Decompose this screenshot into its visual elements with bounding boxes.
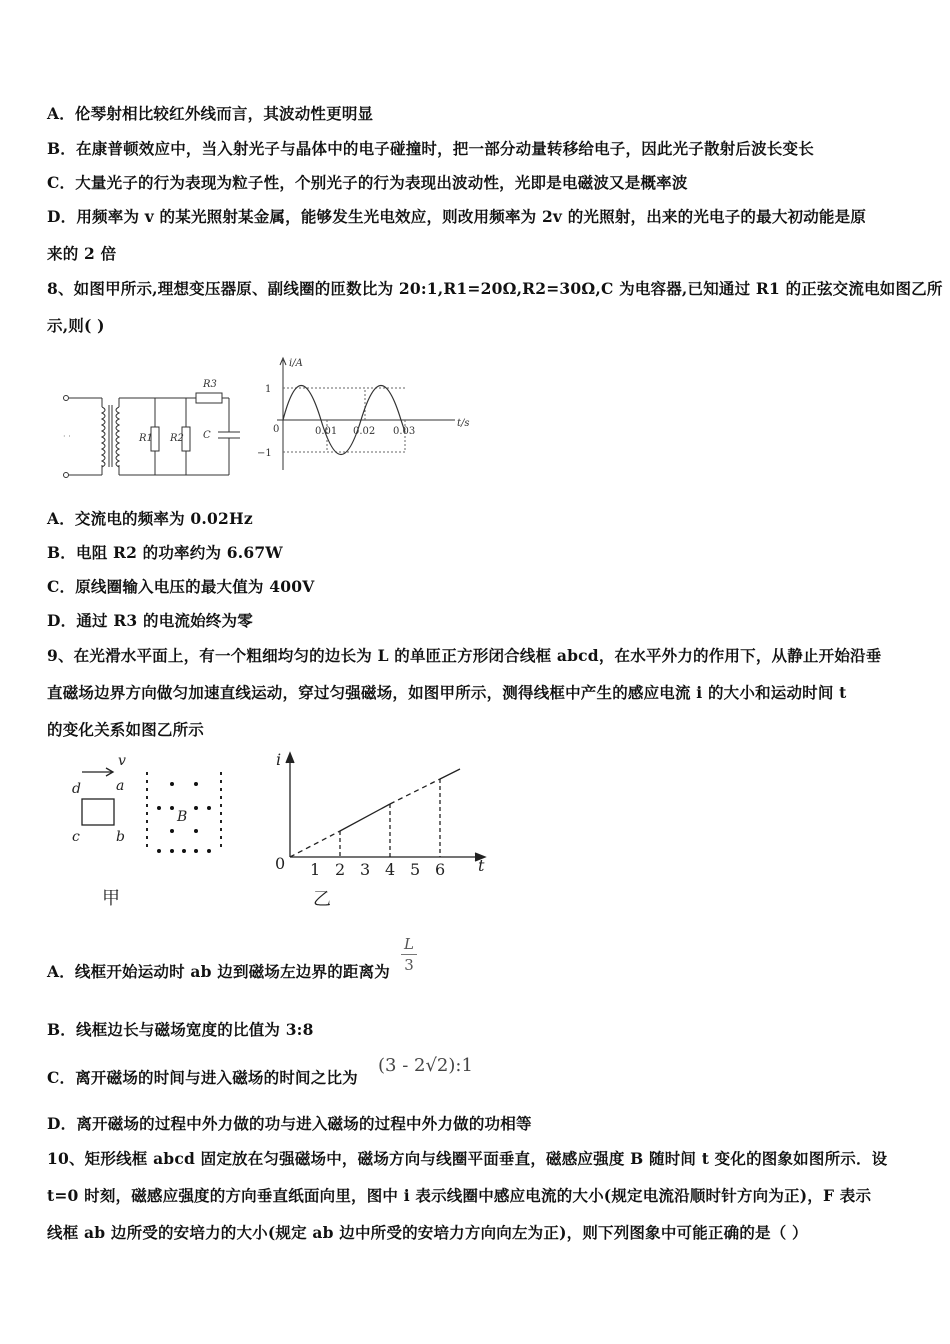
label-r3: R3 bbox=[203, 379, 217, 390]
q9-stem-line2: 直磁场边界方向做匀加速直线运动，穿过匀强磁场，如图甲所示，测得线框中产生的感应电流 i 的大小和运动时间 t bbox=[47, 683, 847, 702]
label-jia: 甲 bbox=[102, 888, 120, 909]
q9-option-a-fraction bbox=[401, 935, 417, 974]
q7-option-b: B．在康普顿效应中，当入射光子与晶体中的电子碰撞时，把一部分动量转移给电子，因此光子散射后波长变长 bbox=[47, 139, 814, 158]
tick-y-pos: 1 bbox=[265, 384, 272, 395]
q10-stem-line2: t=0 时刻，磁感应强度的方向垂直纸面向里，图中 i 表示线圈中感应电流的大小(规定电流沿顺时针方向为正)，F 表示 bbox=[47, 1186, 872, 1205]
label-yi: 乙 bbox=[313, 889, 331, 910]
q9-stem-line1: 9、在光滑水平面上，有一个粗细均匀的边长为 L 的单匝正方形闭合线框 abcd，在水平外力的作用下，从静止开始沿垂 bbox=[47, 646, 882, 665]
q8-option-a: A．交流电的频率为 0.02Hz bbox=[47, 509, 253, 528]
tick-6: 6 bbox=[435, 860, 446, 879]
label-a: a bbox=[116, 778, 125, 794]
tick-t3: 0.03 bbox=[393, 426, 416, 437]
q8-option-d: D．通过 R3 的电流始终为零 bbox=[47, 611, 253, 630]
label-v: v bbox=[118, 753, 126, 769]
q8-stem-line2: 示,则( ) bbox=[47, 316, 105, 335]
q10-stem-line3: 线框 ab 边所受的安培力的大小(规定 ab 边中所受的安培力方向向左为正)，则下列图象中可能正确的是（ ） bbox=[47, 1223, 808, 1242]
q8-option-b: B．电阻 R2 的功率约为 6.67W bbox=[47, 543, 283, 562]
q9-current-time-graph bbox=[268, 745, 493, 915]
axis-label-t-q9: t bbox=[478, 856, 485, 875]
q7-option-d: D．用频率为 v 的某光照射某金属，能够发生光电效应，则改用频率为 2v 的光照射，出来的光电子的最大初动能是原 bbox=[47, 207, 867, 226]
tick-y-neg: −1 bbox=[257, 448, 272, 459]
q8-stem-line1: 8、如图甲所示,理想变压器原、副线圈的匝数比为 20:1,R1=20Ω,R2=30Ω,C 为电容器,已知通过 R1 的正弦交流电如图乙所 bbox=[47, 279, 943, 298]
label-c: C bbox=[203, 430, 211, 441]
tick-origin: 0 bbox=[273, 424, 280, 435]
q8-circuit-diagram bbox=[55, 375, 255, 490]
q9-stem-line3: 的变化关系如图乙所示 bbox=[47, 720, 205, 739]
q9-option-b: B．线框边长与磁场宽度的比值为 3:8 bbox=[47, 1020, 314, 1039]
axis-label-i-q9: i bbox=[276, 750, 282, 769]
q7-option-a: A．伦琴射相比较红外线而言，其波动性更明显 bbox=[47, 104, 374, 123]
q9-option-a: A．线框开始运动时 ab 边到磁场左边界的距离为 bbox=[47, 962, 391, 981]
tick-t1: 0.01 bbox=[315, 426, 338, 437]
tick-5: 5 bbox=[410, 860, 421, 879]
tick-origin-q9: 0 bbox=[275, 854, 286, 873]
q9-option-c-expression: (3 - 2√2):1 bbox=[378, 1055, 473, 1076]
svg-text:· ·: · · bbox=[63, 432, 71, 441]
label-r2: R2 bbox=[170, 433, 184, 444]
q7-option-d-cont: 来的 2 倍 bbox=[47, 244, 117, 263]
label-r1: R1 bbox=[139, 433, 153, 444]
fraction-denominator: 3 bbox=[404, 956, 414, 974]
label-c-corner: c bbox=[72, 829, 80, 845]
q8-option-c: C．原线圈输入电压的最大值为 400V bbox=[47, 577, 315, 596]
q9-option-d: D．离开磁场的过程中外力做的功与进入磁场的过程中外力做的功相等 bbox=[47, 1114, 532, 1133]
q10-stem-line1: 10、矩形线框 abcd 固定放在匀强磁场中，磁场方向与线圈平面垂直，磁感应强度 B 随时间 t 变化的图象如图所示．设 bbox=[47, 1149, 888, 1168]
q9-frame-field-diagram bbox=[60, 752, 240, 912]
fraction-numerator: L bbox=[404, 935, 414, 953]
tick-2: 2 bbox=[335, 860, 346, 879]
tick-t2: 0.02 bbox=[353, 426, 376, 437]
tick-3: 3 bbox=[360, 860, 371, 879]
label-b: b bbox=[116, 829, 125, 845]
tick-4: 4 bbox=[385, 860, 396, 879]
q7-option-c: C．大量光子的行为表现为粒子性，个别光子的行为表现出波动性，光即是电磁波又是概率波 bbox=[47, 173, 688, 192]
q9-option-c: C．离开磁场的时间与进入磁场的时间之比为 bbox=[47, 1068, 358, 1087]
q8-current-graph bbox=[255, 352, 475, 477]
axis-label-t: t/s bbox=[457, 418, 470, 429]
axis-label-i: i/A bbox=[289, 358, 303, 369]
label-field-b: B bbox=[177, 809, 188, 825]
label-d: d bbox=[72, 781, 81, 797]
tick-1: 1 bbox=[310, 860, 321, 879]
